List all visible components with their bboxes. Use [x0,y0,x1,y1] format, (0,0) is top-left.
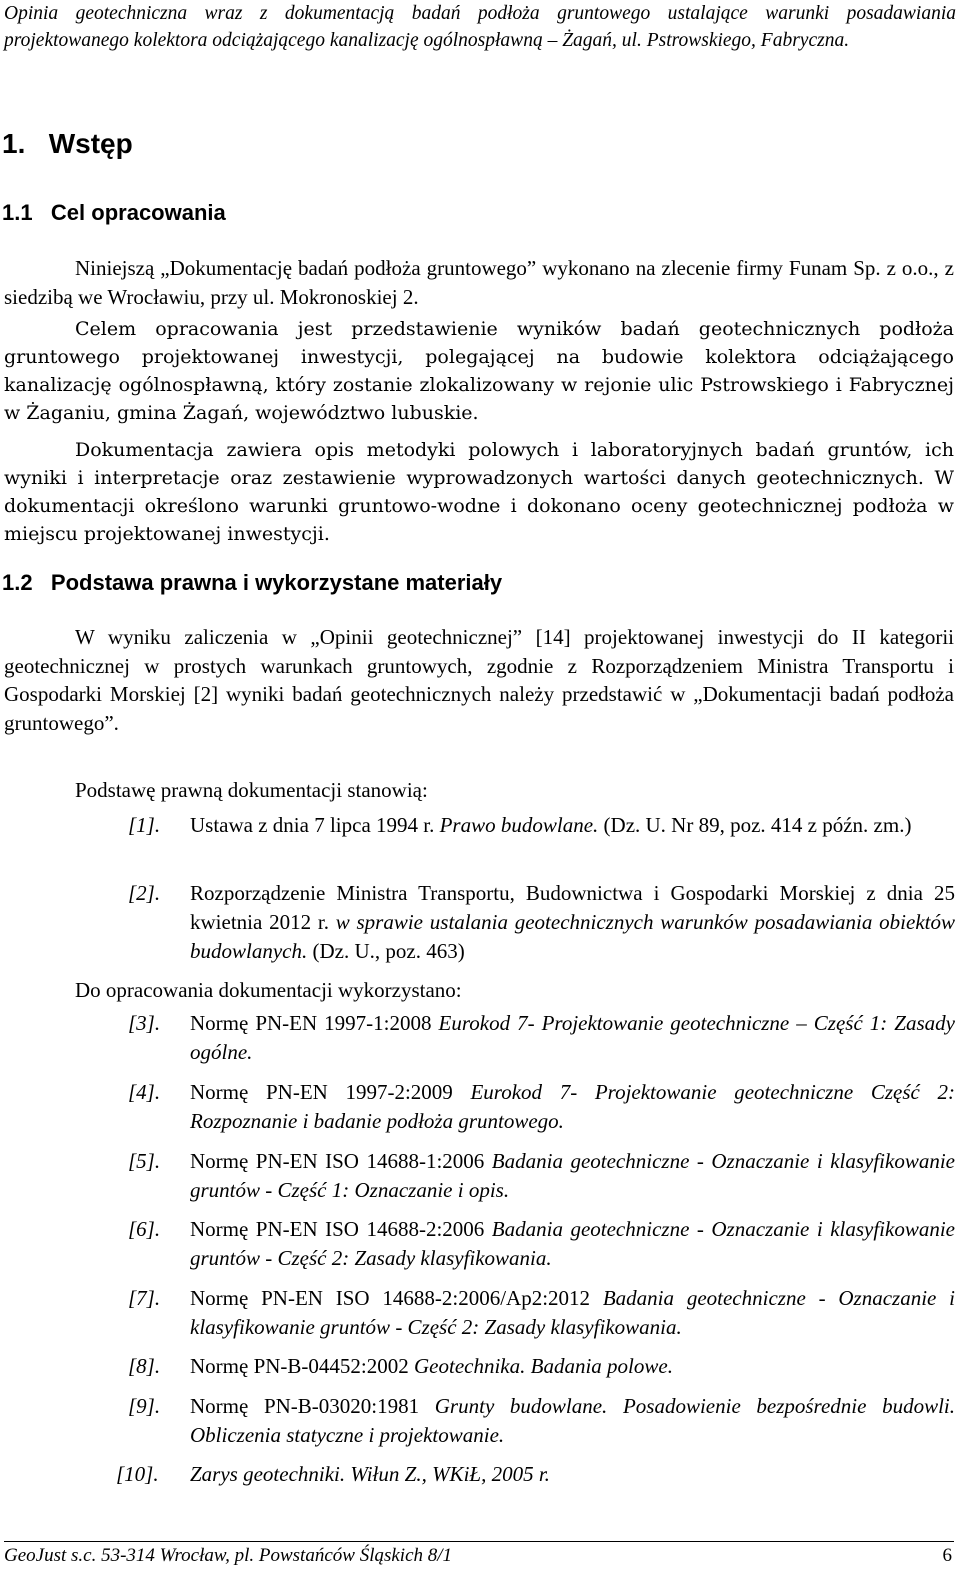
legal-basis-heading: Podstawę prawną dokumentacji stanowią: [75,778,428,802]
section-1-2-title: 1.2 Podstawa prawna i wykorzystane materiały [2,570,503,595]
reference-text: Normę PN-EN 1997-1:2008 Eurokod 7- Projektowanie geotechniczne – Część 1: Zasady ogólne. [190,1011,955,1064]
paragraph-1-1-a: Niniejszą „Dokumentację badań podłoża gruntowego” wykonano na zlecenie firmy Funam Sp. z o.o., z siedzibą we Wrocławiu, przy ul. Mokronoskiej 2. [4,256,954,309]
reference-text: Normę PN-EN 1997-2:2009 Eurokod 7- Projektowanie geotechniczne Część 2: Rozpoznanie i badanie podłoża gruntowego. [190,1080,955,1133]
paragraph-1-1-c: Dokumentacja zawiera opis metodyki polowych i laboratoryjnych badań gruntów, ich wyniki i interpretacje oraz zestawienie wyprowadzonych wartości danych geotechnicznych. W dokumentacji określono warunki gruntowo-wodne i dokonano oceny geotechnicznej podłoża w miejscu projektowanej inwestycji. [4,439,954,545]
header-line-2: projektowanego kolektora odciążającego kanalizację ogólnospławną – Żagań, ul. Pstrowskiego, Fabryczna. [4,30,850,51]
reference-text: Normę PN-B-04452:2002 Geotechnika. Badania polowe. [190,1354,673,1378]
section-1-1-title: 1.1 Cel opracowania [2,200,226,225]
reference-text: Normę PN-B-03020:1981 Grunty budowlane. Posadowienie bezpośrednie budowli. Obliczenia statyczne i projektowanie. [190,1394,955,1447]
running-header [4,0,956,54]
footer-divider [4,1541,954,1542]
paragraph-1-2-a: W wyniku zaliczenia w „Opinii geotechnicznej” [14] projektowanej inwestycji do II kategorii geotechnicznej w prostych warunkach gruntowych, zgodnie z Rozporządzeniem Ministra Transportu i Gospodarki Morskiej [2] wyniki badań geotechnicznych należy przedstawić w „Dokumentacji badań podłoża gruntowego”. [4,625,954,735]
reference-text: Normę PN-EN ISO 14688-1:2006 Badania geotechniczne - Oznaczanie i klasyfikowanie gruntów - Część 1: Oznaczanie i opis. [190,1149,955,1202]
paragraph-1-1-b: Celem opracowania jest przedstawienie wyników badań geotechnicznych podłoża gruntowego projektowanej inwestycji, polegającej na budowie kolektora odciążającego kanalizację ogólnospławną, który zostanie zlokalizowany w rejonie ulic Pstrowskiego i Fabrycznej w Żaganiu, gmina Żagań, województwo lubuskie. [4,318,954,424]
materials-heading: Do opracowania dokumentacji wykorzystano: [75,978,462,1002]
reference-number: [5]. [128,1149,161,1173]
reference-text: Zarys geotechniki. Wiłun Z., WKiŁ, 2005 r. [190,1462,550,1486]
reference-number: [10]. [116,1462,159,1486]
page-number: 6 [942,1545,952,1566]
reference-number: [6]. [128,1217,161,1241]
section-1-title: 1. Wstęp [2,128,133,159]
reference-number: [7]. [128,1286,161,1310]
reference-number: [2]. [128,881,161,905]
reference-text: Normę PN-EN ISO 14688-2:2006/Ap2:2012 Badania geotechniczne - Oznaczanie i klasyfikowanie gruntów - Część 2: Zasady klasyfikowania. [190,1286,955,1339]
reference-number: [1]. [128,813,161,837]
header-line-1: Opinia geotechniczna wraz z dokumentacją badań podłoża gruntowego ustalające warunki posadawiania [4,3,956,24]
reference-text: Ustawa z dnia 7 lipca 1994 r. Prawo budowlane. (Dz. U. Nr 89, poz. 414 z późn. zm.) [190,813,912,837]
reference-number: [3]. [128,1011,161,1035]
footer-address: GeoJust s.c. 53-314 Wrocław, pl. Powstańców Śląskich 8/1 [4,1545,453,1566]
reference-text: Normę PN-EN ISO 14688-2:2006 Badania geotechniczne - Oznaczanie i klasyfikowanie gruntów - Część 2: Zasady klasyfikowania. [190,1217,955,1270]
reference-number: [8]. [128,1354,161,1378]
reference-number: [4]. [128,1080,161,1104]
reference-number: [9]. [128,1394,161,1418]
reference-text: Rozporządzenie Ministra Transportu, Budownictwa i Gospodarki Morskiej z dnia 25 kwietnia 2012 r. w sprawie ustalania geotechnicznych warunków posadawiania obiektów budowlanych. (Dz. U., poz. 463) [190,881,955,963]
